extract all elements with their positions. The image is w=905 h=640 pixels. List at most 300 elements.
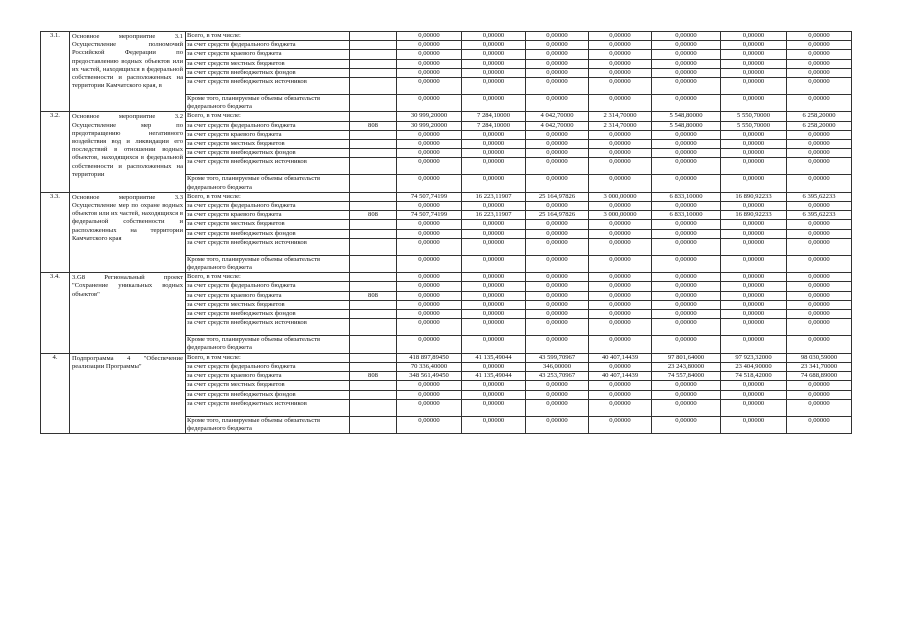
amount-cell: 0,00000	[462, 362, 526, 371]
amount-cell: 74 507,74199	[397, 192, 462, 201]
budget-code	[350, 238, 397, 255]
amount-cell: 0,00000	[787, 255, 852, 272]
amount-cell: 0,00000	[462, 282, 526, 291]
amount-cell: 0,00000	[721, 310, 787, 319]
amount-cell: 0,00000	[652, 390, 721, 399]
funding-source: за счет средств внебюджетных источников	[186, 78, 350, 95]
amount-cell: 0,00000	[652, 95, 721, 112]
amount-cell: 0,00000	[397, 390, 462, 399]
amount-cell: 0,00000	[589, 220, 652, 229]
funding-source: за счет средств внебюджетных источников	[186, 238, 350, 255]
amount-cell: 0,00000	[462, 50, 526, 59]
amount-cell: 0,00000	[589, 381, 652, 390]
amount-cell: 0,00000	[652, 50, 721, 59]
amount-cell: 0,00000	[462, 149, 526, 158]
amount-cell: 6 833,10000	[652, 211, 721, 220]
amount-cell: 0,00000	[462, 140, 526, 149]
amount-cell: 0,00000	[397, 310, 462, 319]
funding-source: Кроме того, планируемые объемы обязательств федерального бюджета	[186, 336, 350, 353]
amount-cell: 0,00000	[589, 78, 652, 95]
amount-cell: 0,00000	[526, 130, 589, 139]
amount-cell: 16 223,11907	[462, 211, 526, 220]
budget-code	[350, 353, 397, 362]
budget-code	[350, 300, 397, 309]
amount-cell: 0,00000	[787, 32, 852, 41]
budget-code	[350, 399, 397, 416]
amount-cell: 0,00000	[652, 149, 721, 158]
amount-cell: 0,00000	[721, 50, 787, 59]
amount-cell: 0,00000	[526, 59, 589, 68]
budget-code	[350, 255, 397, 272]
budget-code	[350, 282, 397, 291]
amount-cell: 0,00000	[397, 175, 462, 192]
amount-cell: 2 314,70000	[589, 112, 652, 121]
amount-cell: 0,00000	[652, 130, 721, 139]
funding-source: за счет средств местных бюджетов	[186, 220, 350, 229]
amount-cell: 346,00000	[526, 362, 589, 371]
amount-cell: 0,00000	[589, 416, 652, 433]
amount-cell: 418 897,89450	[397, 353, 462, 362]
amount-cell: 0,00000	[526, 68, 589, 77]
amount-cell: 6 833,10000	[652, 192, 721, 201]
amount-cell: 0,00000	[397, 229, 462, 238]
amount-cell: 0,00000	[721, 390, 787, 399]
amount-cell: 0,00000	[652, 41, 721, 50]
amount-cell: 0,00000	[526, 416, 589, 433]
funding-source: Кроме того, планируемые объемы обязательств федерального бюджета	[186, 255, 350, 272]
amount-cell: 74 557,84000	[652, 372, 721, 381]
amount-cell: 0,00000	[526, 291, 589, 300]
budget-code	[350, 50, 397, 59]
amount-cell: 0,00000	[721, 291, 787, 300]
amount-cell: 74 688,89000	[787, 372, 852, 381]
amount-cell: 0,00000	[462, 95, 526, 112]
funding-source: за счет средств федерального бюджета	[186, 121, 350, 130]
amount-cell: 0,00000	[526, 399, 589, 416]
funding-source: за счет средств краевого бюджета	[186, 291, 350, 300]
amount-cell: 0,00000	[462, 416, 526, 433]
amount-cell: 0,00000	[787, 336, 852, 353]
amount-cell: 0,00000	[462, 32, 526, 41]
amount-cell: 0,00000	[652, 140, 721, 149]
amount-cell: 0,00000	[462, 238, 526, 255]
amount-cell: 25 164,97826	[526, 211, 589, 220]
amount-cell: 0,00000	[721, 78, 787, 95]
amount-cell: 0,00000	[721, 255, 787, 272]
amount-cell: 0,00000	[462, 130, 526, 139]
amount-cell: 0,00000	[462, 319, 526, 336]
amount-cell: 0,00000	[397, 95, 462, 112]
amount-cell: 0,00000	[397, 202, 462, 211]
amount-cell: 0,00000	[652, 282, 721, 291]
amount-cell: 0,00000	[721, 32, 787, 41]
amount-cell: 0,00000	[462, 78, 526, 95]
amount-cell: 5 548,80000	[652, 112, 721, 121]
amount-cell: 97 923,32000	[721, 353, 787, 362]
amount-cell: 0,00000	[721, 140, 787, 149]
amount-cell: 0,00000	[721, 158, 787, 175]
amount-cell: 0,00000	[652, 32, 721, 41]
budget-code	[350, 95, 397, 112]
amount-cell: 7 284,10000	[462, 112, 526, 121]
amount-cell: 0,00000	[462, 68, 526, 77]
amount-cell: 0,00000	[652, 381, 721, 390]
section-number: 3.2.	[41, 112, 70, 192]
funding-source: Всего, в том числе:	[186, 273, 350, 282]
budget-code	[350, 362, 397, 371]
amount-cell: 0,00000	[787, 291, 852, 300]
amount-cell: 0,00000	[787, 95, 852, 112]
amount-cell: 0,00000	[589, 310, 652, 319]
funding-source: за счет средств внебюджетных источников	[186, 399, 350, 416]
amount-cell: 0,00000	[462, 310, 526, 319]
amount-cell: 0,00000	[589, 149, 652, 158]
amount-cell: 0,00000	[721, 220, 787, 229]
amount-cell: 0,00000	[526, 220, 589, 229]
amount-cell: 25 164,97826	[526, 192, 589, 201]
funding-source: Всего, в том числе:	[186, 112, 350, 121]
amount-cell: 0,00000	[526, 238, 589, 255]
section-number: 3.4.	[41, 273, 70, 353]
amount-cell: 0,00000	[462, 202, 526, 211]
amount-cell: 6 258,20000	[787, 112, 852, 121]
amount-cell: 0,00000	[526, 273, 589, 282]
funding-source: за счет средств краевого бюджета	[186, 372, 350, 381]
amount-cell: 0,00000	[787, 229, 852, 238]
amount-cell: 0,00000	[397, 291, 462, 300]
amount-cell: 0,00000	[721, 399, 787, 416]
funding-source: за счет средств местных бюджетов	[186, 59, 350, 68]
amount-cell: 16 223,11907	[462, 192, 526, 201]
amount-cell: 0,00000	[462, 229, 526, 238]
funding-source: за счет средств местных бюджетов	[186, 300, 350, 309]
amount-cell: 0,00000	[589, 273, 652, 282]
amount-cell: 0,00000	[397, 41, 462, 50]
amount-cell: 0,00000	[787, 50, 852, 59]
amount-cell: 41 135,49044	[462, 372, 526, 381]
amount-cell: 0,00000	[787, 41, 852, 50]
amount-cell: 0,00000	[526, 175, 589, 192]
amount-cell: 0,00000	[462, 300, 526, 309]
budget-table	[40, 31, 852, 434]
amount-cell: 0,00000	[787, 300, 852, 309]
amount-cell: 0,00000	[652, 220, 721, 229]
amount-cell: 3 000,00000	[589, 192, 652, 201]
amount-cell: 0,00000	[787, 158, 852, 175]
amount-cell: 0,00000	[721, 238, 787, 255]
amount-cell: 0,00000	[787, 78, 852, 95]
section-name: Основное мероприятие 3.2 Осуществление мер по предотвращению негативного воздействия вод и ликвидации его последствий в отношении водных объектов, находящихся в федеральной собственности и расположенных на территории	[70, 112, 186, 192]
amount-cell: 6 395,62233	[787, 192, 852, 201]
amount-cell: 0,00000	[462, 158, 526, 175]
amount-cell: 0,00000	[526, 336, 589, 353]
amount-cell: 0,00000	[526, 50, 589, 59]
budget-code	[350, 229, 397, 238]
amount-cell: 0,00000	[397, 158, 462, 175]
amount-cell: 7 284,10000	[462, 121, 526, 130]
amount-cell: 0,00000	[721, 95, 787, 112]
amount-cell: 0,00000	[462, 381, 526, 390]
amount-cell: 0,00000	[787, 140, 852, 149]
amount-cell: 0,00000	[652, 238, 721, 255]
amount-cell: 0,00000	[462, 175, 526, 192]
funding-source: за счет средств федерального бюджета	[186, 41, 350, 50]
amount-cell: 0,00000	[397, 416, 462, 433]
budget-table-page	[40, 31, 851, 434]
budget-code	[350, 59, 397, 68]
amount-cell: 0,00000	[787, 416, 852, 433]
amount-cell: 0,00000	[397, 149, 462, 158]
funding-source: за счет средств краевого бюджета	[186, 211, 350, 220]
amount-cell: 5 548,80000	[652, 121, 721, 130]
amount-cell: 0,00000	[721, 229, 787, 238]
budget-code	[350, 149, 397, 158]
amount-cell: 40 407,14439	[589, 372, 652, 381]
funding-source: за счет средств федерального бюджета	[186, 362, 350, 371]
amount-cell: 0,00000	[397, 381, 462, 390]
funding-source: за счет средств внебюджетных источников	[186, 319, 350, 336]
amount-cell: 0,00000	[652, 68, 721, 77]
funding-source: за счет средств федерального бюджета	[186, 282, 350, 291]
amount-cell: 0,00000	[652, 255, 721, 272]
amount-cell: 0,00000	[589, 130, 652, 139]
budget-code	[350, 390, 397, 399]
section-number: 3.1.	[41, 32, 70, 112]
amount-cell: 4 042,70000	[526, 112, 589, 121]
amount-cell: 0,00000	[721, 202, 787, 211]
amount-cell: 0,00000	[787, 319, 852, 336]
amount-cell: 0,00000	[462, 59, 526, 68]
section-number: 3.3.	[41, 192, 70, 272]
amount-cell: 97 801,64000	[652, 353, 721, 362]
amount-cell: 23 341,70000	[787, 362, 852, 371]
section-name: Подпрограмма 4 "Обеспечение реализации Программы"	[70, 353, 186, 433]
funding-source: за счет средств внебюджетных фондов	[186, 68, 350, 77]
amount-cell: 0,00000	[589, 175, 652, 192]
amount-cell: 0,00000	[397, 140, 462, 149]
budget-code	[350, 175, 397, 192]
amount-cell: 0,00000	[526, 381, 589, 390]
amount-cell: 0,00000	[787, 381, 852, 390]
amount-cell: 0,00000	[652, 229, 721, 238]
amount-cell: 5 550,70000	[721, 121, 787, 130]
amount-cell: 0,00000	[397, 32, 462, 41]
amount-cell: 0,00000	[589, 229, 652, 238]
amount-cell: 0,00000	[589, 158, 652, 175]
amount-cell: 0,00000	[721, 41, 787, 50]
funding-source: Кроме того, планируемые объемы обязательств федерального бюджета	[186, 95, 350, 112]
amount-cell: 0,00000	[652, 78, 721, 95]
amount-cell: 0,00000	[526, 202, 589, 211]
amount-cell: 0,00000	[589, 32, 652, 41]
funding-source: Кроме того, планируемые объемы обязательств федерального бюджета	[186, 175, 350, 192]
amount-cell: 0,00000	[721, 59, 787, 68]
amount-cell: 0,00000	[589, 282, 652, 291]
budget-code	[350, 78, 397, 95]
amount-cell: 0,00000	[526, 41, 589, 50]
amount-cell: 0,00000	[397, 273, 462, 282]
amount-cell: 0,00000	[462, 336, 526, 353]
amount-cell: 0,00000	[462, 390, 526, 399]
amount-cell: 0,00000	[787, 59, 852, 68]
budget-code	[350, 416, 397, 433]
amount-cell: 43 253,70967	[526, 372, 589, 381]
budget-code	[350, 220, 397, 229]
budget-code	[350, 192, 397, 201]
amount-cell: 0,00000	[721, 175, 787, 192]
amount-cell: 0,00000	[526, 95, 589, 112]
amount-cell: 0,00000	[397, 220, 462, 229]
amount-cell: 0,00000	[652, 336, 721, 353]
amount-cell: 0,00000	[526, 32, 589, 41]
amount-cell: 74 518,42000	[721, 372, 787, 381]
section-name: 3.G8 Региональный проект "Сохранение уникальных водных объектов"	[70, 273, 186, 353]
amount-cell: 0,00000	[526, 300, 589, 309]
section-name: Основное мероприятие 3.3 Осуществление мер по охране водных объектов или их частей, находящихся в федеральной собственности и расположенных на территории Камчатского края	[70, 192, 186, 272]
budget-code	[350, 319, 397, 336]
funding-source: за счет средств внебюджетных фондов	[186, 390, 350, 399]
amount-cell: 0,00000	[652, 273, 721, 282]
amount-cell: 0,00000	[787, 175, 852, 192]
amount-cell: 0,00000	[589, 255, 652, 272]
amount-cell: 0,00000	[397, 282, 462, 291]
amount-cell: 0,00000	[652, 399, 721, 416]
amount-cell: 0,00000	[787, 149, 852, 158]
amount-cell: 0,00000	[397, 78, 462, 95]
budget-code	[350, 158, 397, 175]
budget-code: 808	[350, 291, 397, 300]
amount-cell: 30 999,20000	[397, 121, 462, 130]
amount-cell: 0,00000	[787, 273, 852, 282]
amount-cell: 0,00000	[652, 291, 721, 300]
amount-cell: 3 000,00000	[589, 211, 652, 220]
amount-cell: 0,00000	[589, 41, 652, 50]
amount-cell: 0,00000	[589, 319, 652, 336]
budget-code	[350, 41, 397, 50]
budget-code	[350, 32, 397, 41]
funding-source: Кроме того, планируемые объемы обязательств федерального бюджета	[186, 416, 350, 433]
amount-cell: 0,00000	[721, 282, 787, 291]
budget-code: 808	[350, 372, 397, 381]
amount-cell: 0,00000	[787, 220, 852, 229]
amount-cell: 0,00000	[589, 140, 652, 149]
amount-cell: 0,00000	[652, 175, 721, 192]
amount-cell: 0,00000	[526, 140, 589, 149]
amount-cell: 0,00000	[526, 149, 589, 158]
amount-cell: 0,00000	[589, 399, 652, 416]
amount-cell: 0,00000	[787, 399, 852, 416]
amount-cell: 0,00000	[462, 291, 526, 300]
amount-cell: 23 404,90000	[721, 362, 787, 371]
amount-cell: 74 507,74199	[397, 211, 462, 220]
table-row	[41, 112, 852, 121]
budget-code	[350, 336, 397, 353]
amount-cell: 0,00000	[589, 362, 652, 371]
amount-cell: 70 336,40000	[397, 362, 462, 371]
amount-cell: 23 243,80000	[652, 362, 721, 371]
amount-cell: 40 407,14439	[589, 353, 652, 362]
amount-cell: 0,00000	[787, 202, 852, 211]
amount-cell: 0,00000	[721, 416, 787, 433]
amount-cell: 16 890,92233	[721, 211, 787, 220]
amount-cell: 0,00000	[462, 273, 526, 282]
amount-cell: 0,00000	[589, 336, 652, 353]
amount-cell: 0,00000	[526, 390, 589, 399]
amount-cell: 0,00000	[652, 416, 721, 433]
amount-cell: 0,00000	[589, 390, 652, 399]
amount-cell: 348 561,49450	[397, 372, 462, 381]
table-row	[41, 273, 852, 282]
budget-code	[350, 381, 397, 390]
funding-source: за счет средств краевого бюджета	[186, 50, 350, 59]
amount-cell: 0,00000	[652, 319, 721, 336]
amount-cell: 0,00000	[652, 59, 721, 68]
amount-cell: 0,00000	[589, 95, 652, 112]
amount-cell: 0,00000	[652, 202, 721, 211]
amount-cell: 0,00000	[721, 319, 787, 336]
amount-cell: 0,00000	[589, 291, 652, 300]
funding-source: за счет средств внебюджетных фондов	[186, 229, 350, 238]
amount-cell: 0,00000	[526, 282, 589, 291]
funding-source: за счет средств внебюджетных фондов	[186, 310, 350, 319]
section-name: Основное мероприятие 3.1 Осуществление полномочий Российской Федерации по предоставлению водных объектов или их частей, находящихся в федеральной собственности и расположенных на территории Камчатского края, в	[70, 32, 186, 112]
funding-source: Всего, в том числе:	[186, 32, 350, 41]
amount-cell: 0,00000	[721, 68, 787, 77]
amount-cell: 0,00000	[397, 50, 462, 59]
budget-table-body	[41, 32, 852, 434]
budget-code	[350, 140, 397, 149]
funding-source: за счет средств местных бюджетов	[186, 140, 350, 149]
amount-cell: 0,00000	[589, 59, 652, 68]
amount-cell: 0,00000	[462, 399, 526, 416]
amount-cell: 4 042,70000	[526, 121, 589, 130]
amount-cell: 0,00000	[721, 149, 787, 158]
amount-cell: 6 395,62233	[787, 211, 852, 220]
amount-cell: 0,00000	[721, 273, 787, 282]
amount-cell: 0,00000	[462, 255, 526, 272]
budget-code	[350, 112, 397, 121]
funding-source: за счет средств федерального бюджета	[186, 202, 350, 211]
amount-cell: 0,00000	[721, 381, 787, 390]
amount-cell: 0,00000	[526, 310, 589, 319]
funding-source: Всего, в том числе:	[186, 353, 350, 362]
funding-source: Всего, в том числе:	[186, 192, 350, 201]
amount-cell: 0,00000	[397, 68, 462, 77]
amount-cell: 0,00000	[652, 310, 721, 319]
amount-cell: 0,00000	[589, 238, 652, 255]
amount-cell: 16 890,92233	[721, 192, 787, 201]
amount-cell: 98 030,59000	[787, 353, 852, 362]
amount-cell: 41 135,49044	[462, 353, 526, 362]
table-row	[41, 353, 852, 362]
table-row	[41, 192, 852, 201]
amount-cell: 0,00000	[397, 130, 462, 139]
amount-cell: 0,00000	[721, 300, 787, 309]
amount-cell: 5 550,70000	[721, 112, 787, 121]
amount-cell: 0,00000	[526, 78, 589, 95]
amount-cell: 0,00000	[787, 310, 852, 319]
amount-cell: 0,00000	[787, 68, 852, 77]
amount-cell: 0,00000	[397, 336, 462, 353]
amount-cell: 0,00000	[462, 41, 526, 50]
amount-cell: 0,00000	[787, 390, 852, 399]
amount-cell: 0,00000	[652, 300, 721, 309]
budget-code	[350, 202, 397, 211]
amount-cell: 0,00000	[589, 68, 652, 77]
budget-code: 808	[350, 121, 397, 130]
budget-code	[350, 273, 397, 282]
funding-source: за счет средств внебюджетных фондов	[186, 149, 350, 158]
